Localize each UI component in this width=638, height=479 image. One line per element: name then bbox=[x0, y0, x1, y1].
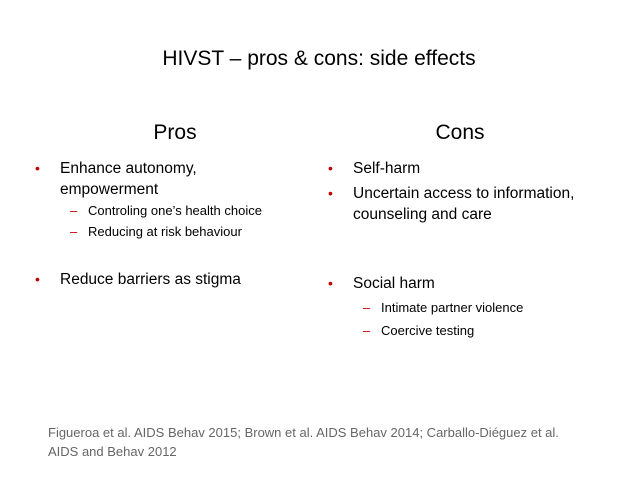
bullet-marker: • bbox=[328, 185, 333, 201]
bullet-marker: • bbox=[328, 275, 333, 291]
bullet-text: Reduce barriers as stigma bbox=[60, 271, 241, 288]
cons-heading: Cons bbox=[435, 121, 485, 144]
sub-text: Controling one’s health choice bbox=[88, 203, 262, 218]
bullet-text: Self-harm bbox=[353, 160, 421, 177]
slide-title: HIVST – pros & cons: side effects bbox=[162, 47, 476, 70]
pros-heading: Pros bbox=[153, 121, 197, 144]
bullet-text bbox=[353, 183, 574, 225]
bullet-text-line: empowerment bbox=[60, 181, 159, 198]
sub-text: Intimate partner violence bbox=[381, 300, 524, 315]
bullet-text-line: Uncertain access to information, bbox=[353, 185, 575, 202]
sub-marker: – bbox=[70, 224, 78, 239]
sub-text: Reducing at risk behaviour bbox=[88, 224, 242, 239]
bullet-text-line: Enhance autonomy, bbox=[60, 160, 197, 177]
bullet-marker: • bbox=[328, 160, 333, 176]
citation-line: AIDS and Behav 2012 bbox=[48, 444, 177, 459]
sub-marker: – bbox=[70, 203, 78, 218]
bullet-text bbox=[60, 158, 197, 200]
bullet-text-line: counseling and care bbox=[353, 206, 492, 223]
sub-text: Coercive testing bbox=[381, 323, 475, 338]
citation-line: Figueroa et al. AIDS Behav 2015; Brown et al. AIDS Behav 2014; Carballo-Diéguez et al. bbox=[48, 425, 559, 440]
bullet-marker: • bbox=[35, 160, 40, 176]
citation bbox=[48, 423, 568, 461]
bullet-marker: • bbox=[35, 271, 40, 287]
bullet-text: Social harm bbox=[353, 275, 435, 292]
sub-marker: – bbox=[363, 300, 371, 315]
sub-marker: – bbox=[363, 323, 371, 338]
